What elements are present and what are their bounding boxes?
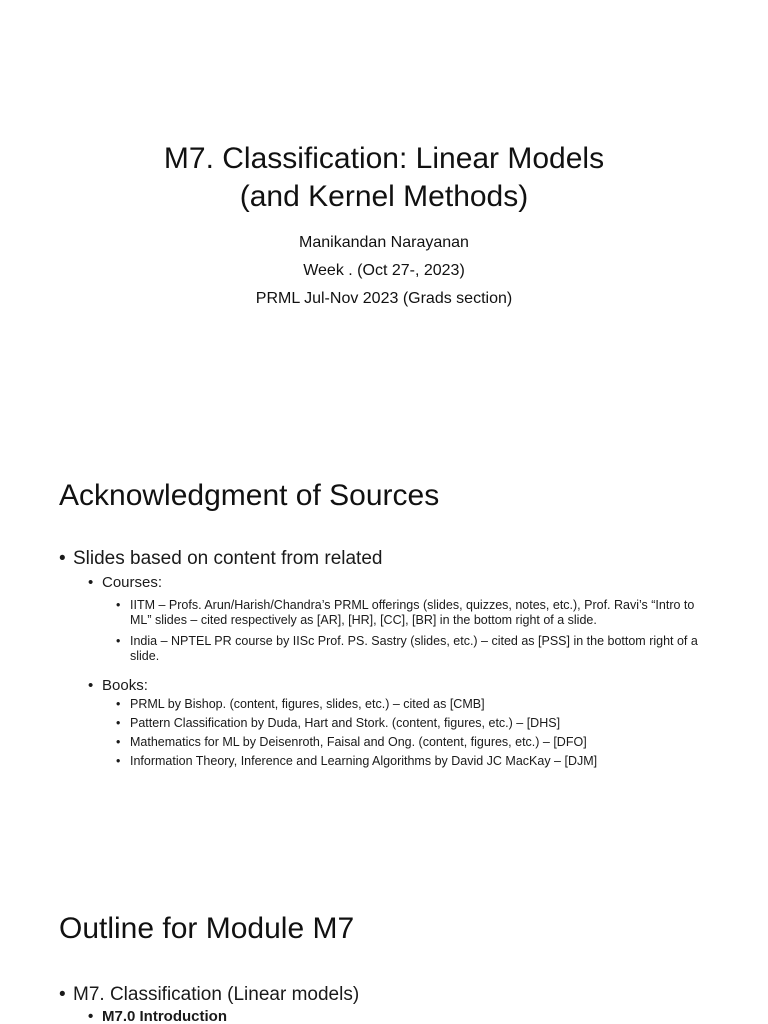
book-source-item: • Pattern Classification by Duda, Hart and Stork. (content, figures, etc.) – [DHS] xyxy=(116,716,718,731)
outline-subitem: • M7.0 Introduction xyxy=(88,1007,728,1024)
book-source-item: • Mathematics for ML by Deisenroth, Faisal and Ong. (content, figures, etc.) – [DFO] xyxy=(116,735,718,750)
outline-bullet-list xyxy=(59,983,728,1024)
outline-heading: Outline for Module M7 xyxy=(59,912,355,945)
book-source-item: • Information Theory, Inference and Learning Algorithms by David JC MacKay – [DJM] xyxy=(116,754,718,769)
course-name: PRML Jul-Nov 2023 (Grads section) xyxy=(255,290,513,307)
books-label: • Books: xyxy=(88,676,728,695)
course-source-item: • IITM – Profs. Arun/Harish/Chandra’s PRML offerings (slides, quizzes, notes, etc.), Prof. Ravi’s “Intro to ML” slides – cited respectively as [AR], [HR], [CC], [BR] in the bottom right of a slide. xyxy=(116,598,718,628)
outline-item: • M7. Classification (Linear models) xyxy=(59,983,728,1007)
ack-bullet-list xyxy=(59,547,728,769)
course-source-item: • India – NPTEL PR course by IISc Prof. PS. Sastry (slides, etc.) – cited as [PSS] in the bottom right of a slide. xyxy=(116,634,718,664)
title-slide xyxy=(0,140,768,308)
week-date: Week . (Oct 27-, 2023) xyxy=(303,262,465,279)
ack-heading: Acknowledgment of Sources xyxy=(59,479,440,512)
book-source-item: • PRML by Bishop. (content, figures, slides, etc.) – cited as [CMB] xyxy=(116,697,718,712)
courses-label: • Courses: xyxy=(88,573,728,592)
main-title xyxy=(0,140,768,216)
author-name: Manikandan Narayanan xyxy=(299,234,469,251)
ack-intro: • Slides based on content from related xyxy=(59,547,728,571)
title-line-1: M7. Classification: Linear Models xyxy=(163,142,605,175)
title-line-2: (and Kernel Methods) xyxy=(239,180,529,213)
